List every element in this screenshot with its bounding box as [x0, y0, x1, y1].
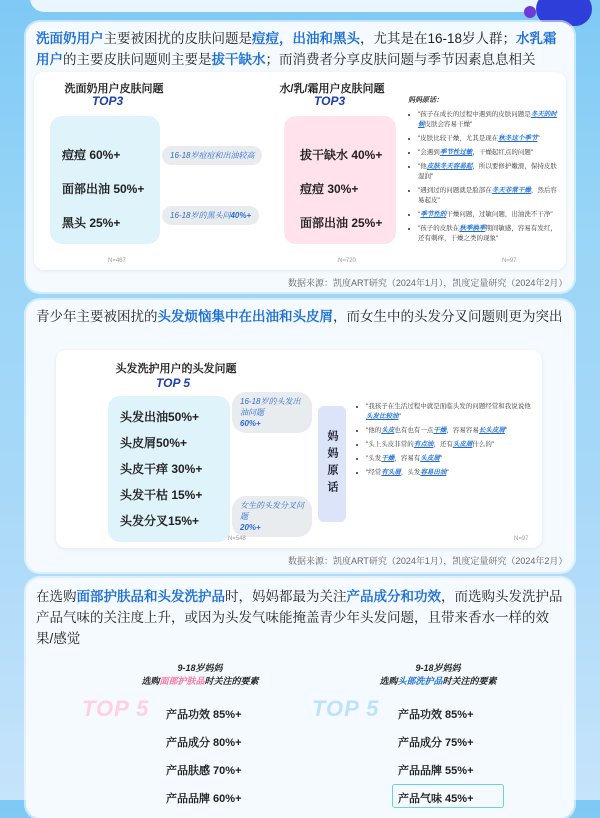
- lotion-issue-2: 痘痘 30%+: [300, 182, 359, 196]
- cleanser-chart-title: 洗面奶用户皮肤问题: [64, 83, 164, 95]
- skincare-factor-subtitle: 9-18岁妈妈 选购面部护肤品时关注的要素: [141, 663, 259, 686]
- haircare-factor-3: 产品品牌 55%+: [398, 765, 474, 777]
- hair-sample-size: N=548: [228, 536, 246, 542]
- skincare-factor-3: 产品肤感 70%+: [166, 765, 242, 777]
- headline-highlight: 痘痘，出油和黑头: [252, 31, 360, 46]
- lotion-issue-3: 面部出油 25%+: [300, 216, 383, 230]
- hair-issue-3: 头皮干痒 30%+: [120, 462, 203, 476]
- decorative-dot: [524, 6, 536, 18]
- top-decoration: [0, 0, 600, 20]
- quote-item: • "他皮肤冬天容易起，所以要修护嫩滑，保持皮肤湿润": [418, 162, 558, 182]
- cleanser-top-label: TOP3: [92, 94, 124, 108]
- quote-item: • "皮肤比较干燥，尤其是现在秋冬这个季节": [418, 134, 558, 144]
- quotes-sample-size: N=97: [502, 258, 517, 264]
- top-banner-edge: [30, 0, 570, 12]
- haircare-factor-2: 产品成分 75%+: [398, 737, 474, 749]
- haircare-top5-label: TOP 5: [312, 696, 380, 721]
- cleanser-issue-1: 痘痘 60%+: [62, 148, 121, 162]
- headline-highlight: 拔干缺水: [211, 52, 266, 67]
- hair-issue-5: 头发分叉15%+: [120, 514, 200, 528]
- headline-text: ，而女生中的头发分叉问题则更为突出: [333, 309, 563, 324]
- skin-mom-quotes: [408, 96, 558, 248]
- headline-highlight: 产品成分和功效: [346, 589, 441, 604]
- headline-text: 青少年主要被困扰的: [36, 309, 158, 324]
- headline-text: 时，妈妈都最为关注: [225, 589, 347, 604]
- note-text: 16-18岁的黑头问: [170, 211, 231, 220]
- quote-item: • "他的头皮也有也有一点干燥，容易容易长头皮屑": [366, 426, 534, 436]
- hair-issue-panel: [56, 350, 542, 548]
- quote-item: • "头上头皮非常的有点油，还有头皮屑什么的": [366, 440, 534, 450]
- quote-item: • "孩子的皮肤在秋季换季期间敏感，容易有发红，还有刺痒，干燥之类的现象": [418, 224, 558, 244]
- hair-issue-1: 头发出油50%+: [120, 410, 200, 424]
- haircare-factor-subtitle: 9-18岁妈妈 选购头部洗护品时关注的要素: [379, 663, 497, 686]
- headline-text: 主要被困扰的皮肤问题是: [103, 31, 252, 46]
- quotes-sample-size: N=97: [514, 536, 529, 542]
- lotion-issue-1: 拔干缺水 40%+: [300, 148, 383, 162]
- haircare-factor-1: 产品功效 85%+: [398, 709, 474, 721]
- skincare-factor-2: 产品成分 80%+: [166, 737, 242, 749]
- hair-issue-2: 头皮屑50%+: [120, 436, 188, 450]
- cleanser-sample-size: N=467: [108, 258, 126, 264]
- skin-issue-headline: [26, 22, 574, 70]
- cleanser-note-acne: [162, 146, 262, 165]
- skincare-factor-1: 产品功效 85%+: [166, 709, 242, 721]
- headline-highlight: 头发烦恼集中在出油和头皮屑: [157, 309, 333, 324]
- note-text: 16-18岁痘痘和出油较高: [170, 151, 255, 160]
- cleanser-issue-3: 黑头 25%+: [62, 216, 121, 230]
- mom-quotes-label: 妈妈原话: [318, 406, 346, 522]
- quote-item: • "经常有头屑，头发容易出油": [366, 468, 534, 478]
- purchase-factor-headline: [26, 578, 574, 649]
- skin-issue-card: [26, 22, 574, 292]
- note-value: 40%+: [230, 211, 252, 220]
- cleanser-note-blackhead: [162, 206, 259, 225]
- lotion-top-label: TOP3: [314, 94, 346, 108]
- skin-issue-panel: [34, 72, 566, 270]
- headline-highlight: 洗面奶用户: [36, 31, 104, 46]
- hair-issue-card: [26, 300, 574, 572]
- headline-highlight: 水乳霜用户: [36, 31, 557, 67]
- quote-item: • "孩子在成长的过程中遇到的皮肤问题是冬天的时候皮肤会容易干燥": [418, 110, 558, 130]
- note-text: 16-18岁的头发出油问题: [240, 397, 301, 417]
- data-source: 数据来源：凯度ART研究（2024年1月），凯度定量研究（2024年2月）: [288, 556, 568, 566]
- haircare-factor-4: 产品气味 45%+: [398, 793, 474, 805]
- skincare-factor-4: 产品品牌 60%+: [166, 793, 242, 805]
- quote-item: • "我孩子在生活过程中就是面临头发的问题经常和我说说他头发比较油": [366, 402, 534, 422]
- purchase-factor-card: [26, 578, 574, 818]
- headline-text: 在选购: [36, 589, 77, 604]
- headline-text: ；而消费者分享皮肤问题与季节因素息息相关: [265, 52, 536, 67]
- note-value: 60%+: [240, 419, 261, 428]
- lotion-chart-title: 水/乳/霜用户皮肤问题: [279, 83, 385, 95]
- hair-top-label: TOP 5: [156, 376, 191, 390]
- headline-highlight: 面部护肤品和头发洗护品: [76, 589, 225, 604]
- quote-item: • "头发干燥，容易有头皮屑": [366, 454, 534, 464]
- headline-text: ，而选购头发洗护品产品气味的关注度上升，或因为头发气味能掩盖青少年头发问题，且带来香水一样的效果/感觉: [36, 589, 563, 646]
- quote-item: • "季节性的干燥问题，过敏问题，出油洗不干净": [418, 210, 558, 220]
- hair-chart-title: 头发洗护用户的头发问题: [115, 363, 237, 375]
- quotes-title: 妈妈原话：: [408, 97, 443, 104]
- hair-note-split: [232, 496, 312, 537]
- lotion-sample-size: N=720: [338, 258, 356, 264]
- hair-issue-4: 头发干枯 15%+: [120, 488, 203, 502]
- cleanser-issue-2: 面部出油 50%+: [62, 182, 145, 196]
- quote-item: • "会遇到季节性过敏，干燥起红点的问题": [418, 148, 558, 158]
- note-text: 女生的头发分叉问题: [240, 501, 304, 521]
- skincare-top5-label: TOP 5: [82, 696, 150, 721]
- headline-text: ，尤其是在16-18岁人群；: [360, 31, 517, 46]
- note-value: 20%+: [240, 523, 261, 532]
- hair-mom-quotes: [356, 402, 534, 482]
- headline-text: 的主要皮肤问题则主要是: [63, 52, 212, 67]
- hair-note-oil: [232, 392, 312, 433]
- data-source: 数据来源：凯度ART研究（2024年1月），凯度定量研究（2024年2月）: [288, 278, 568, 288]
- hair-issue-headline: [26, 300, 574, 327]
- quote-item: • "遇到过的问题就是脸部在冬天非常干燥，然后容易起皮": [418, 186, 558, 206]
